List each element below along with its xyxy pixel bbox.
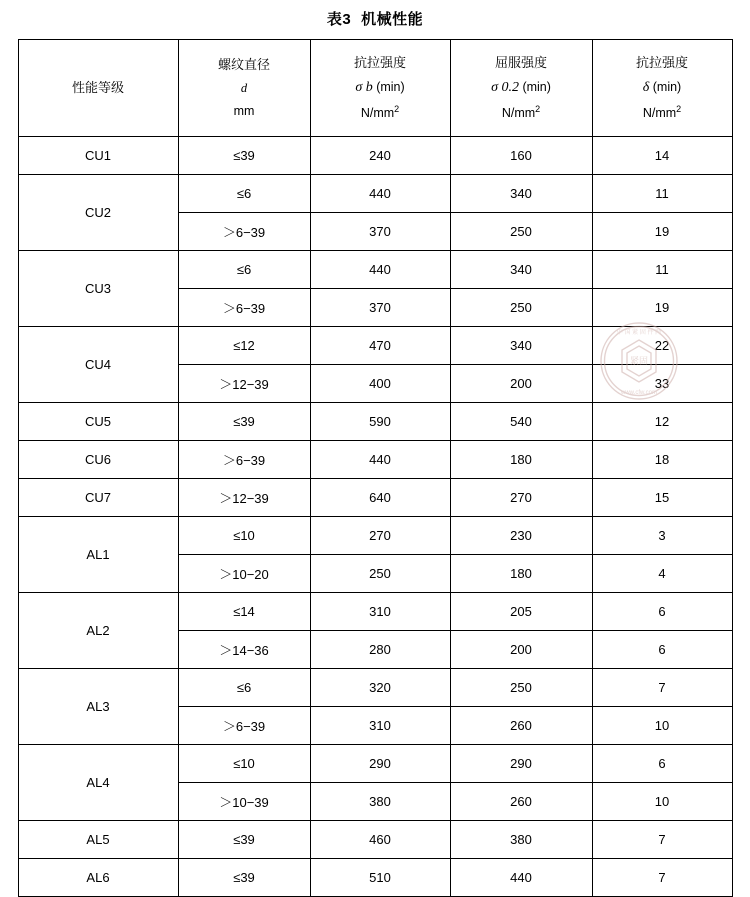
cell-tensile-strength: 400 <box>310 365 450 403</box>
cell-yield-strength: 440 <box>450 859 592 897</box>
cell-diameter: ＞6−39 <box>178 213 310 251</box>
cell-tensile-strength: 280 <box>310 631 450 669</box>
cell-elongation: 19 <box>592 213 732 251</box>
cell-tensile-strength: 380 <box>310 783 450 821</box>
cell-tensile-strength: 440 <box>310 441 450 479</box>
cell-diameter: ＞12−39 <box>178 479 310 517</box>
cell-diameter: ＞6−39 <box>178 289 310 327</box>
cell-grade: AL4 <box>18 745 178 821</box>
cell-diameter: ＞14−36 <box>178 631 310 669</box>
cell-yield-strength: 230 <box>450 517 592 555</box>
table-row <box>18 175 732 213</box>
cell-tensile-strength: 640 <box>310 479 450 517</box>
cell-yield-strength: 250 <box>450 213 592 251</box>
cell-grade: AL5 <box>18 821 178 859</box>
header-grade-label: 性能等级 <box>71 79 124 95</box>
header-cell-elongation: 抗拉强度 δ (min) $N/mm^2$ <box>592 40 732 137</box>
cell-diameter: ≤14 <box>178 593 310 631</box>
cell-elongation: 7 <box>592 859 732 897</box>
cell-yield-strength: 180 <box>450 441 592 479</box>
cell-elongation: 18 <box>592 441 732 479</box>
header-cell-yield-strength: 屈服强度 σ 0.2 (min) $N/mm^2$ <box>450 40 592 137</box>
cell-yield-strength: 180 <box>450 555 592 593</box>
cell-elongation: 22 <box>592 327 732 365</box>
cell-tensile-strength: 250 <box>310 555 450 593</box>
table-row <box>18 859 732 897</box>
table-header <box>18 40 732 137</box>
cell-diameter: ≤39 <box>178 137 310 175</box>
cell-elongation: 12 <box>592 403 732 441</box>
caption-number: 表3 <box>326 11 352 28</box>
cell-diameter: ≤10 <box>178 745 310 783</box>
cell-yield-strength: 200 <box>450 365 592 403</box>
header-cell-tensile-strength: 抗拉强度 σ b (min) $N/mm^2$ <box>310 40 450 137</box>
cell-yield-strength: 340 <box>450 327 592 365</box>
cell-grade: AL1 <box>18 517 178 593</box>
cell-yield-strength: 380 <box>450 821 592 859</box>
cell-yield-strength: 540 <box>450 403 592 441</box>
cell-tensile-strength: 270 <box>310 517 450 555</box>
header-diameter-unit: mm <box>233 104 255 119</box>
table-row <box>18 745 732 783</box>
cell-diameter: ≤39 <box>178 403 310 441</box>
caption-title: 机械性能 <box>361 11 424 28</box>
header-diameter-label: 螺纹直径 <box>217 56 270 72</box>
table-row <box>18 441 732 479</box>
cell-yield-strength: 250 <box>450 289 592 327</box>
cell-grade: CU7 <box>18 479 178 517</box>
cell-grade: CU4 <box>18 327 178 403</box>
cell-elongation: 3 <box>592 517 732 555</box>
mechanical-properties-table <box>18 39 733 897</box>
table-row <box>18 251 732 289</box>
cell-diameter: ＞6−39 <box>178 707 310 745</box>
cell-elongation: 7 <box>592 821 732 859</box>
table-caption <box>0 0 750 39</box>
cell-elongation: 6 <box>592 745 732 783</box>
cell-tensile-strength: 460 <box>310 821 450 859</box>
cell-diameter: ≤6 <box>178 251 310 289</box>
cell-grade: AL2 <box>18 593 178 669</box>
table-row <box>18 403 732 441</box>
cell-grade: AL3 <box>18 669 178 745</box>
cell-elongation: 7 <box>592 669 732 707</box>
cell-grade: CU3 <box>18 251 178 327</box>
cell-diameter: ＞12−39 <box>178 365 310 403</box>
cell-diameter: ≤6 <box>178 175 310 213</box>
cell-diameter: ≤39 <box>178 821 310 859</box>
cell-grade: CU1 <box>18 137 178 175</box>
cell-diameter: ＞6−39 <box>178 441 310 479</box>
cell-yield-strength: 290 <box>450 745 592 783</box>
table-row <box>18 479 732 517</box>
cell-yield-strength: 340 <box>450 251 592 289</box>
cell-tensile-strength: 310 <box>310 593 450 631</box>
cell-elongation: 14 <box>592 137 732 175</box>
cell-yield-strength: 205 <box>450 593 592 631</box>
header-diameter-symbol: d <box>240 80 248 95</box>
cell-tensile-strength: 440 <box>310 175 450 213</box>
cell-yield-strength: 160 <box>450 137 592 175</box>
cell-yield-strength: 250 <box>450 669 592 707</box>
table-row <box>18 669 732 707</box>
svg-text:紧固: 紧固 <box>629 356 649 366</box>
table-row <box>18 821 732 859</box>
cell-yield-strength: 260 <box>450 783 592 821</box>
table-body <box>18 137 732 897</box>
header-tensile-label: 抗拉强度 <box>353 54 406 70</box>
table-row <box>18 137 732 175</box>
table-row <box>18 593 732 631</box>
cell-diameter: ≤10 <box>178 517 310 555</box>
cell-tensile-strength: 290 <box>310 745 450 783</box>
cell-tensile-strength: 510 <box>310 859 450 897</box>
cell-diameter: ＞10−20 <box>178 555 310 593</box>
cell-elongation: 33 <box>592 365 732 403</box>
cell-tensile-strength: 370 <box>310 289 450 327</box>
cell-tensile-strength: 320 <box>310 669 450 707</box>
cell-diameter: ≤12 <box>178 327 310 365</box>
cell-elongation: 4 <box>592 555 732 593</box>
cell-grade: CU5 <box>18 403 178 441</box>
cell-tensile-strength: 440 <box>310 251 450 289</box>
cell-yield-strength: 270 <box>450 479 592 517</box>
cell-yield-strength: 340 <box>450 175 592 213</box>
cell-elongation: 6 <box>592 593 732 631</box>
cell-elongation: 15 <box>592 479 732 517</box>
cell-diameter: ＞10−39 <box>178 783 310 821</box>
cell-diameter: ≤39 <box>178 859 310 897</box>
cell-grade: CU6 <box>18 441 178 479</box>
cell-elongation: 10 <box>592 783 732 821</box>
header-yield-label: 屈服强度 <box>494 54 547 70</box>
cell-grade: CU2 <box>18 175 178 251</box>
cell-yield-strength: 200 <box>450 631 592 669</box>
cell-tensile-strength: 370 <box>310 213 450 251</box>
cell-elongation: 11 <box>592 251 732 289</box>
cell-elongation: 10 <box>592 707 732 745</box>
cell-diameter: ≤6 <box>178 669 310 707</box>
svg-text:www.cfw.com: www.cfw.com <box>620 390 658 396</box>
svg-text:中 国 紧 固 件 网: 中 国 紧 固 件 网 <box>616 330 662 336</box>
header-row <box>18 40 732 137</box>
cell-tensile-strength: 310 <box>310 707 450 745</box>
cell-tensile-strength: 590 <box>310 403 450 441</box>
cell-elongation: 11 <box>592 175 732 213</box>
cell-yield-strength: 260 <box>450 707 592 745</box>
table-row <box>18 327 732 365</box>
cell-elongation: 6 <box>592 631 732 669</box>
header-cell-diameter <box>178 40 310 137</box>
header-elongation-label: 抗拉强度 <box>635 54 688 70</box>
cell-tensile-strength: 470 <box>310 327 450 365</box>
header-cell-grade <box>18 40 178 137</box>
cell-grade: AL6 <box>18 859 178 897</box>
cell-elongation: 19 <box>592 289 732 327</box>
cell-tensile-strength: 240 <box>310 137 450 175</box>
table-row <box>18 517 732 555</box>
